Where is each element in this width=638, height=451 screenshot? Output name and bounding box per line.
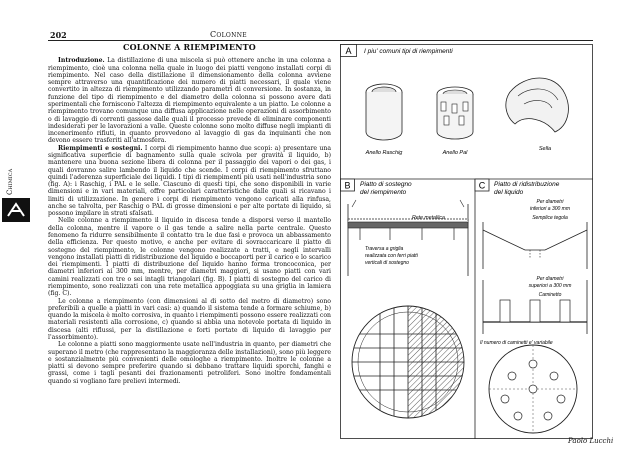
label-net: Rete metallica bbox=[412, 215, 445, 221]
small-2: inferiori a 300 mm bbox=[529, 206, 571, 212]
article-title: COLONNE A RIEMPIMENTO bbox=[123, 42, 256, 52]
item-pal-text: Anello Pal bbox=[442, 150, 468, 156]
large-1: Per diametri bbox=[536, 276, 564, 282]
header-rule bbox=[48, 40, 593, 41]
tile-redistributor bbox=[483, 222, 587, 269]
paragraph-text: Le colonne a piatti sono maggiormente usate nell'industria in quanto, per diametri che superano il metro (che rappresentano la maggioranza delle installazioni), sono più leggere e sostanzialmente più convenienti delle omologhe a riempimento. Inoltre le colonne a piatti si devono sempre preferire quando si debbano trattare liquidi sporchi, fanghi e grassi, come i tagli pesanti dei frazionamenti petroliferi. Sono inoltre fondamentali quando si vogliano fare prelievi intermedi. bbox=[48, 341, 332, 385]
tag-c: C bbox=[478, 180, 486, 191]
pal-ring bbox=[437, 87, 473, 139]
section-label bbox=[6, 169, 14, 195]
large-2: superiori a 300 mm bbox=[528, 283, 572, 289]
tag-a: A bbox=[345, 46, 352, 56]
packing-figure bbox=[340, 44, 593, 439]
paragraph-colonne bbox=[48, 217, 331, 297]
paragraph-text: I corpi di riempimento hanno due scopi: a) presentare una significativa superficie di bagnamento sulla quale scivola per gravità il liquido, b) mantenere una buona sezione libera di colonna per il passaggio dei vapori o dei gas, i quali dovranno salire lambendo il liquido che scende. I corpi di riempimento sfruttano quindi l'aderenza superficiale dei liquidi. I tipi di riempimenti più usati nell'industria sono (fig. A): i Raschig, i PAL e le selle. Ciascuno di questi tipi, che sono disponibili in varie dimensioni e in vari materiali, offre particolari caratteristiche dalle quali si ricavano i limiti di utilizzazione. In genere i corpi di riempimento vengono caricati alla rinfusa, anche se talvolta, per Raschig o PAL di grosse dimensioni e per alte portate di liquido, si possono impilare in strati sfalsati. bbox=[48, 144, 331, 218]
note-c: Il numero di caminetti e' variabile bbox=[480, 340, 553, 346]
support-plate-plan bbox=[352, 306, 464, 418]
raschig-ring bbox=[366, 84, 402, 140]
chimney-tray-plan bbox=[489, 345, 577, 433]
label-grid-3: verticali di sostegno bbox=[365, 260, 409, 266]
caption-a: I piu' comuni tipi di riempimenti bbox=[364, 48, 453, 55]
title-c-2: del liquido bbox=[494, 189, 524, 196]
large-3: Caminetto bbox=[538, 292, 562, 298]
section-label-text: Chimica bbox=[6, 168, 14, 195]
page-number: 202 bbox=[50, 30, 67, 40]
small-1: Per diametri bbox=[536, 199, 564, 205]
title-b-2: del riempimento bbox=[360, 189, 407, 196]
label-grid-1: Traversa a griglia bbox=[365, 246, 404, 252]
tag-b: B bbox=[344, 180, 351, 191]
saddle bbox=[506, 78, 569, 132]
paragraph-lead: Introduzione. bbox=[58, 57, 105, 65]
item-pal bbox=[442, 150, 469, 156]
title-b-1: Piatto di sostegno bbox=[360, 181, 412, 188]
item-saddle: Sella bbox=[538, 146, 552, 152]
small-3: Semplice tegola bbox=[532, 215, 568, 221]
paragraph-text: La distillazione di una miscela si può ottenere anche in una colonna a riempimento, cioè una colonna nella quale in luogo dei piatti vengono installati corpi di riempimento. Nel caso della distillazione il dimensionamento della colonna avviene sempre attraverso una quantificazione dei numero di piatti necessari, il quale viene convertito in altezza di riempimento utilizzando parametri di conversione. In sostanza, in funzione del tipo di riempimento e del diametro della colonna si possono avere dati sperimentali che forniscono l'altezza di riempimento equivalente a un piatto. Le colonne a riempimento trovano comunque una diffusa applicazione nelle operazioni di assorbimento o di lavaggio di correnti gassose dalle quali il processo prevede di eliminare componenti indesiderati per le lavorazioni a valle. Queste colonne sono molto diffuse negli impianti di incenerimento rifiuti, in quanto provvedono al lavaggio di gas da inquinanti che non devono essere trasferiti all'atmosfera. bbox=[48, 57, 331, 145]
label-grid-2: realizzata con ferri piatti bbox=[365, 253, 418, 259]
paragraph-preferibili bbox=[48, 298, 331, 342]
item-raschig-text: Anello Raschig bbox=[365, 150, 403, 156]
running-title: Colonne bbox=[210, 30, 247, 39]
paragraph-riempimenti bbox=[48, 145, 331, 218]
paragraph-lead: Riempimenti e sostegni. bbox=[58, 144, 143, 152]
article-body bbox=[48, 44, 331, 385]
paragraph-piatti bbox=[48, 341, 331, 385]
paragraph-intro bbox=[48, 57, 331, 144]
section-icon bbox=[2, 198, 30, 222]
paragraph-text: Le colonne a riempimento (con dimensioni al di sotto del metro di diametro) sono preferibili a quelle a piatti in vari casi: a) quando il sistema tende a formare schiume, b) quando la miscela è molto corrosiva, in quanto i riempimenti possono essere realizzati con materiali resistenti alla corrosione, c) quando si abbia una notevole portata di liquido in discesa (alti riflussi, per la distillazione e forti portate di liquido di lavaggio per l'assorbimento). bbox=[48, 297, 331, 341]
item-raschig bbox=[365, 150, 404, 156]
paragraph-text: Nelle colonne a riempimento il liquido in discesa tende a disporsi verso il mantello della colonna, mentre il vapore o il gas tende a salire nella parte centrale. Questo fenomeno fa ridurre sensibilmente il contatto tra le due fasi e provoca un abbassamento della efficienza. Per questo motivo, e anche per evitare di sovraccaricare il piatto di sostegno del riempimento, le colonne vengono realizzate a tratti, e negli intervalli vengono installati piatti di ridistribuzione del liquido e boccaporti per il carico e lo scarico dei riempimenti. I piatti di distribuzione del liquido hanno forma troncoconica, per diametri inferiori ai 300 mm, mentre, per diametri maggiori, si usano piatti con vari camini realizzati con tre o sei intagli triangolari (fig. B). I piatti di sostegno del carico di riempimento, sono realizzati con una rete metallica appoggiata su una griglia in lamiera (fig. C). bbox=[48, 217, 331, 298]
author-signature: Paolo Lucchi bbox=[568, 437, 614, 445]
title-c-1: Piatto di ridistribuzione bbox=[494, 181, 560, 188]
